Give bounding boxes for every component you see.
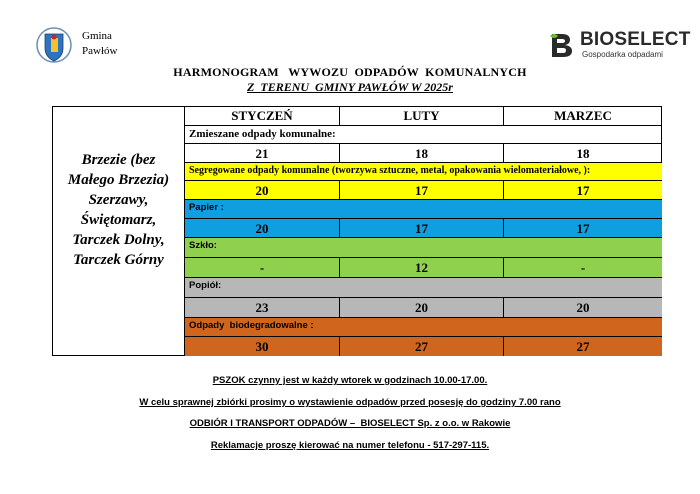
date-cell: 18: [340, 144, 504, 162]
note-complaints-text: Reklamacje proszę kierować na numer telefonu - 517-297-115.: [210, 440, 490, 451]
category-values-row: [185, 218, 662, 237]
gmina-name: [82, 29, 117, 59]
date-cell: 27: [340, 337, 504, 356]
category-label: Szkło:: [189, 240, 217, 251]
category-label: Papier :: [189, 202, 224, 213]
category-label: Popiół:: [189, 280, 222, 291]
category-label-row: [185, 317, 662, 336]
note-company-text: ODBIÓR I TRANSPORT ODPADÓW – BIOSELECT Sp. z o.o. w Rakowie: [189, 418, 511, 429]
category-values-row: [185, 143, 662, 162]
logo-subtitle: Gospodarka odpadami: [582, 50, 663, 59]
gmina-line1: Gmina: [82, 30, 112, 42]
page-title: HARMONOGRAM WYWOZU ODPADÓW KOMUNALNYCH: [173, 65, 527, 79]
page-subtitle: [0, 80, 700, 95]
bioselect-logo: [548, 29, 691, 60]
towns-cell: [52, 106, 185, 356]
date-cell: 30: [185, 337, 340, 356]
date-cell: 20: [185, 181, 340, 199]
category-label-row: [185, 237, 662, 257]
month-header: LUTY: [340, 106, 504, 125]
category-label-row: [185, 199, 662, 218]
date-cell: -: [580, 260, 586, 275]
date-cell: 20: [185, 219, 340, 237]
date-cell: 20: [576, 300, 590, 315]
date-cell: 17: [340, 181, 504, 199]
category-values-row: [185, 336, 662, 356]
note-complaints: [0, 440, 700, 451]
town-line: Szerzawy,: [88, 192, 149, 208]
gmina-crest-logo: [36, 24, 72, 66]
category-label: Segregowane odpady komunalne (tworzywa sztuczne, metal, opakowania wielomateriałowe, ):: [189, 165, 591, 176]
towns-list: [52, 150, 185, 270]
month-header: STYCZEŃ: [185, 106, 340, 125]
date-cell: -: [185, 258, 340, 277]
date-cell: 20: [340, 298, 504, 317]
note-company: [0, 418, 700, 429]
date-cell: 17: [576, 221, 590, 236]
town-line: Świętomarz,: [80, 212, 157, 228]
logo-name: BIOSELECT: [580, 29, 691, 50]
category-label-row: [185, 162, 662, 180]
month-header-row: [185, 106, 662, 125]
gmina-line2: Pawłów: [82, 45, 118, 57]
month-header: MARZEC: [554, 108, 612, 123]
town-line: Brzezie (bez: [81, 152, 156, 168]
date-cell: 17: [340, 219, 504, 237]
town-line: Tarczek Górny: [73, 252, 164, 268]
category-label-row: [185, 125, 662, 143]
town-line: Tarczek Dolny,: [72, 232, 165, 248]
category-values-row: [185, 297, 662, 317]
bioselect-mark-icon: [548, 30, 576, 60]
note-pszok: [0, 375, 700, 386]
category-values-row: [185, 257, 662, 277]
note-pszok-text: PSZOK czynny jest w każdy wtorek w godzinach 10.00-17.00.: [212, 375, 488, 386]
page-subtitle-text: Z TERENU GMINY PAWŁÓW W 2025r: [247, 80, 453, 94]
date-cell: 17: [576, 183, 590, 198]
category-label-row: [185, 277, 662, 297]
date-cell: 21: [185, 144, 340, 162]
note-collection-time-text: W celu sprawnej zbiórki prosimy o wystawienie odpadów przed posesję do godziny 7.00 rano: [139, 397, 561, 408]
category-values-row: [185, 180, 662, 199]
date-cell: 18: [576, 146, 590, 161]
date-cell: 23: [185, 298, 340, 317]
category-label: Odpady biodegradowalne :: [189, 320, 314, 331]
category-label: Zmieszane odpady komunalne:: [189, 128, 336, 140]
note-collection-time: [0, 397, 700, 408]
town-line: Małego Brzezia): [67, 172, 170, 188]
date-cell: 27: [576, 339, 590, 354]
date-cell: 12: [340, 258, 504, 277]
